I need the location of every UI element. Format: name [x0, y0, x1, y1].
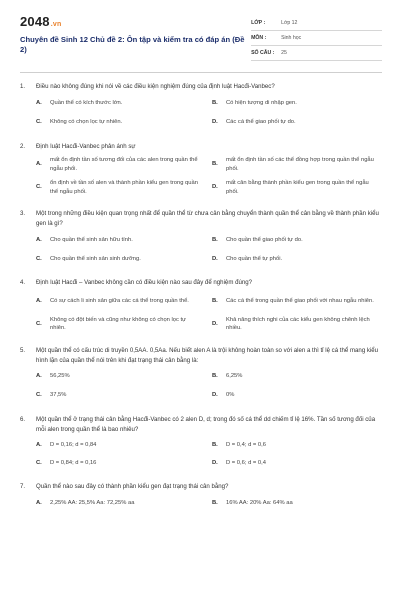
question-number: 3. — [20, 210, 26, 218]
option-text: 0% — [226, 392, 235, 399]
option-a[interactable] — [36, 153, 206, 176]
option-letter: A. — [36, 298, 42, 305]
option-text: 6,25% — [226, 373, 243, 380]
question-number: 6. — [20, 416, 26, 424]
option-text: Cho quần thể sinh sản sinh dưỡng. — [50, 255, 141, 262]
option-d[interactable] — [212, 386, 382, 405]
option-letter: D. — [212, 460, 218, 467]
option-letter: B. — [212, 298, 218, 305]
document-title: Chuyên đề Sinh 12 Chủ đề 2: Ôn tập và kiểm tra có đáp án (Đề 2) — [20, 35, 245, 54]
option-letter: D. — [212, 321, 218, 328]
question-3 — [20, 209, 382, 268]
option-text: 16% AA: 20% Aa: 64% aa — [226, 500, 293, 507]
option-text: D = 0,4; d = 0,6 — [226, 442, 266, 449]
option-c[interactable] — [36, 313, 206, 336]
option-b[interactable] — [212, 94, 382, 113]
question-number: 2. — [20, 142, 26, 150]
option-letter: B. — [212, 161, 218, 168]
question-text: Một quần thể ở trạng thái cân bằng Hacđi-Vanbec có 2 alen D, d; trong đó số cá thể dd chiếm tỉ lệ 16%. Tần số tương đối của mỗi alen trong quần thể là bao nhiêu? — [36, 416, 376, 433]
option-text: mất cân bằng thành phần kiểu gen trong quần thể ngẫu phối. — [226, 180, 369, 195]
option-b[interactable] — [212, 436, 382, 454]
option-a[interactable] — [36, 436, 206, 454]
option-text: D = 0,16; d = 0,84 — [50, 442, 97, 449]
option-a[interactable] — [36, 290, 206, 313]
option-text: D = 0,6; d = 0,4 — [226, 460, 266, 467]
option-letter: C. — [36, 321, 42, 328]
option-c[interactable] — [36, 113, 206, 132]
option-letter: C. — [36, 392, 42, 399]
header — [20, 0, 382, 72]
option-b[interactable] — [212, 290, 382, 313]
question-5 — [20, 346, 382, 405]
option-letter: C. — [36, 460, 42, 467]
option-d[interactable] — [212, 313, 382, 336]
option-c[interactable] — [36, 176, 206, 199]
question-number: 1. — [20, 83, 26, 90]
question-2 — [20, 142, 382, 200]
option-text: D = 0,84; d = 0,16 — [50, 460, 97, 467]
question-text: Một trong những điều kiện quan trọng nhất để quần thể từ chưa cân bằng chuyển thành quần thể cân bằng về thành phần kiểu gen là gì? — [36, 210, 379, 227]
option-letter: D. — [212, 184, 218, 191]
option-text: 2,25% AA: 25,5% Aa: 72,25% aa — [50, 500, 135, 507]
option-b[interactable] — [212, 494, 382, 513]
option-letter: B. — [212, 373, 218, 380]
option-letter: D. — [212, 255, 218, 262]
option-letter: C. — [36, 118, 42, 125]
option-text: Quần thể có kích thước lớn. — [50, 99, 123, 106]
option-text: Có hiện tượng di nhập gen. — [226, 99, 297, 106]
option-text: mất ổn định tần số các thể đồng hợp trong quần thể ngẫu phối. — [226, 157, 374, 172]
option-c[interactable] — [36, 386, 206, 405]
option-text: Không có đột biến và cũng như không có chọn lọc tự nhiên. — [50, 317, 187, 332]
header-divider — [20, 72, 382, 73]
option-letter: A. — [36, 442, 42, 449]
option-b[interactable] — [212, 230, 382, 249]
option-text: 37,5% — [50, 392, 67, 399]
option-letter: A. — [36, 99, 42, 106]
option-a[interactable] — [36, 367, 206, 386]
option-d[interactable] — [212, 113, 382, 132]
option-letter: D. — [212, 118, 218, 125]
meta-value: Sinh học — [281, 35, 302, 41]
option-text: ổn định về tần số alen và thành phần kiểu gen trong quần thể ngẫu phối. — [50, 180, 198, 195]
option-b[interactable] — [212, 367, 382, 386]
option-letter: C. — [36, 184, 42, 191]
option-d[interactable] — [212, 176, 382, 199]
question-text: Định luật Hacđi-Vanbec phản ánh sự — [36, 142, 136, 150]
question-text: Định luật Hacđi – Vanbec không cần có điều kiện nào sau đây để nghiệm đúng? — [36, 279, 253, 287]
option-text: Cho quần thể sinh sản hữu tính. — [50, 236, 133, 243]
option-letter: A. — [36, 161, 42, 168]
brand-block — [20, 14, 251, 72]
question-number: 4. — [20, 279, 26, 287]
question-text: Quần thể nào sau đây có thành phần kiểu gen đạt trạng thái cân bằng? — [36, 483, 229, 491]
option-d[interactable] — [212, 249, 382, 268]
option-text: Các cá thể giao phối tự do. — [226, 118, 296, 125]
option-text: Các cá thể trong quần thể giao phối với nhau ngẫu nhiên. — [226, 298, 374, 305]
option-a[interactable] — [36, 494, 206, 513]
option-text: Khả năng thích nghi của các kiểu gen không chênh lệch nhiều. — [226, 317, 370, 332]
option-letter: A. — [36, 500, 42, 507]
option-letter: C. — [36, 255, 42, 262]
option-a[interactable] — [36, 230, 206, 249]
question-1 — [20, 82, 382, 132]
option-text: mất ổn định tần số tương đối của các alen trong quần thể ngẫu phối. — [50, 157, 198, 172]
meta-key: SỐ CÂU : — [251, 50, 275, 56]
option-text: Có sự cách li sinh sản giữa các cá thể trong quần thể. — [50, 298, 189, 305]
site-logo[interactable] — [20, 14, 251, 29]
option-b[interactable] — [212, 153, 382, 176]
option-letter: B. — [212, 442, 218, 449]
logo-suffix: .vn — [50, 21, 62, 28]
option-text: 56,25% — [50, 373, 70, 380]
meta-row-question-count — [251, 46, 382, 61]
question-number: 7. — [20, 483, 26, 491]
option-letter: A. — [36, 236, 42, 243]
option-d[interactable] — [212, 454, 382, 472]
question-number: 5. — [20, 346, 26, 354]
option-letter: D. — [212, 392, 218, 399]
meta-value: Lớp 12 — [281, 20, 298, 26]
question-7 — [20, 482, 382, 513]
option-letter: B. — [212, 500, 218, 507]
meta-key: MÔN : — [251, 35, 267, 41]
question-text: Một quần thể có cấu trúc di truyền 0,5AA. 0,5Aa. Nếu biết alen A là trội không hoàn toàn so với alen a thì tỉ lệ cá thể mang kiểu hình lặn của quần thể nói trên khi đạt trạng thái cân bằng là: — [36, 346, 379, 364]
option-text: Cho quần thể tự phối. — [226, 255, 283, 262]
option-c[interactable] — [36, 454, 206, 472]
option-letter: A. — [36, 373, 42, 380]
question-text: Điều nào không đúng khi nói về các điều kiện nghiệm đúng của định luật Hacđi-Vanbec? — [36, 83, 275, 90]
meta-table — [251, 16, 382, 72]
meta-row-subject — [251, 31, 382, 46]
option-c[interactable] — [36, 249, 206, 268]
meta-value: 25 — [281, 50, 287, 56]
logo-text: 2048 — [20, 14, 50, 29]
question-6 — [20, 415, 382, 472]
option-text: Không có chọn lọc tự nhiên. — [50, 118, 123, 125]
option-a[interactable] — [36, 94, 206, 113]
meta-row-class — [251, 16, 382, 31]
option-letter: B. — [212, 99, 218, 106]
option-letter: B. — [212, 236, 218, 243]
meta-key: LỚP : — [251, 20, 266, 26]
option-text: Cho quần thể giao phối tự do. — [226, 236, 303, 243]
question-4 — [20, 278, 382, 336]
